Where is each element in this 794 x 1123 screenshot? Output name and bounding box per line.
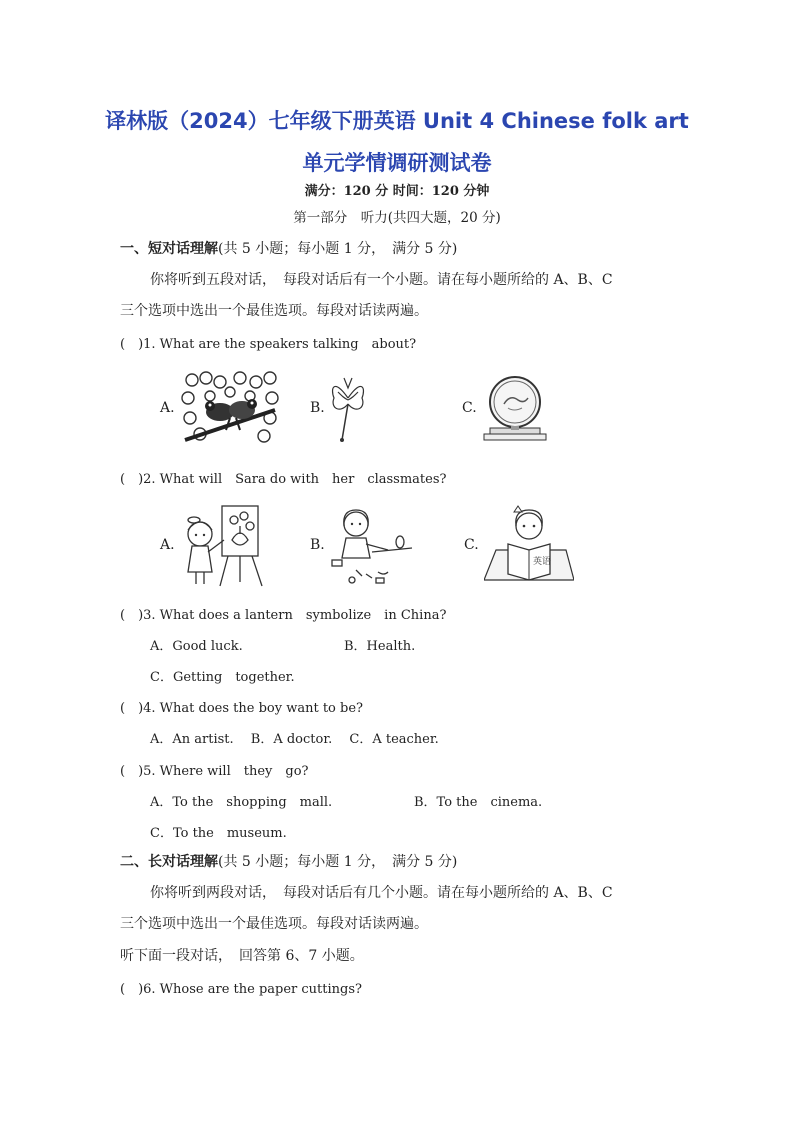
q2-option-c-label: C. [464, 537, 479, 553]
question-1: ( )1. What are the speakers talking about? [120, 337, 417, 352]
question-6: ( )6. Whose are the paper cuttings? [120, 982, 362, 997]
section1-instruction-2: 三个选项中选出一个最佳选项。每段对话读两遍。 [120, 303, 428, 319]
question-2: ( )2. What will Sara do with her classmates? [120, 472, 447, 487]
section2-heading [120, 851, 457, 871]
section2-instruction-1: 你将听到两段对话， 每段对话后有几个小题。请在每小题所给的 A、B、C [150, 885, 613, 901]
girl-reading-image [484, 504, 574, 584]
section2-info: (共 5 小题；每小题 1 分， 满分 5 分) [218, 854, 458, 870]
girl-crafting-image [326, 504, 416, 588]
section1-title: 一、短对话理解 [120, 241, 218, 257]
section2-instruction-2: 三个选项中选出一个最佳选项。每段对话读两遍。 [120, 916, 428, 932]
section2-instruction-3: 听下面一段对话， 回答第 6、7 小题。 [120, 948, 364, 964]
q4-options: A．An artist. B．A doctor. C．A teacher. [150, 732, 439, 747]
exam-meta: 满分：120 分 时间：120 分钟 [304, 184, 490, 199]
q1-option-b-label: B. [310, 400, 325, 416]
q1-option-a-label: A. [160, 400, 175, 416]
section1-heading [120, 238, 457, 258]
q5-option-a: A．To the shopping mall. [150, 795, 333, 810]
q3-option-c: C．Getting together. [150, 670, 295, 685]
q5-option-b: B．To the cinema. [414, 795, 543, 810]
embroidery-screen-image [480, 372, 550, 442]
q3-option-a: A．Good luck. [150, 639, 243, 654]
girl-painting-image [178, 500, 266, 588]
question-3: ( )3. What does a lantern symbolize in China? [120, 608, 447, 623]
page-title: 译林版（2024）七年级下册英语 Unit 4 Chinese folk art [105, 109, 689, 133]
book-label: 英语 [533, 557, 552, 567]
q5-option-c: C．To the museum. [150, 826, 287, 841]
question-4: ( )4. What does the boy want to be? [120, 701, 363, 716]
paper-cutting-image [180, 370, 280, 448]
q2-option-a-label: A. [160, 537, 175, 553]
part-title: 第一部分 听力(共四大题，20 分) [293, 210, 501, 226]
q2-option-b-label: B. [310, 537, 325, 553]
question-5: ( )5. Where will they go? [120, 764, 309, 779]
q1-option-c-label: C. [462, 400, 477, 416]
section1-instruction-1: 你将听到五段对话， 每段对话后有一个小题。请在每小题所给的 A、B、C [150, 272, 613, 288]
q3-option-b: B．Health. [344, 639, 416, 654]
section2-title: 二、长对话理解 [120, 854, 218, 870]
page-subtitle: 单元学情调研测试卷 [302, 151, 492, 175]
section1-info: (共 5 小题；每小题 1 分， 满分 5 分) [218, 241, 458, 257]
butterfly-kite-image [328, 374, 368, 444]
